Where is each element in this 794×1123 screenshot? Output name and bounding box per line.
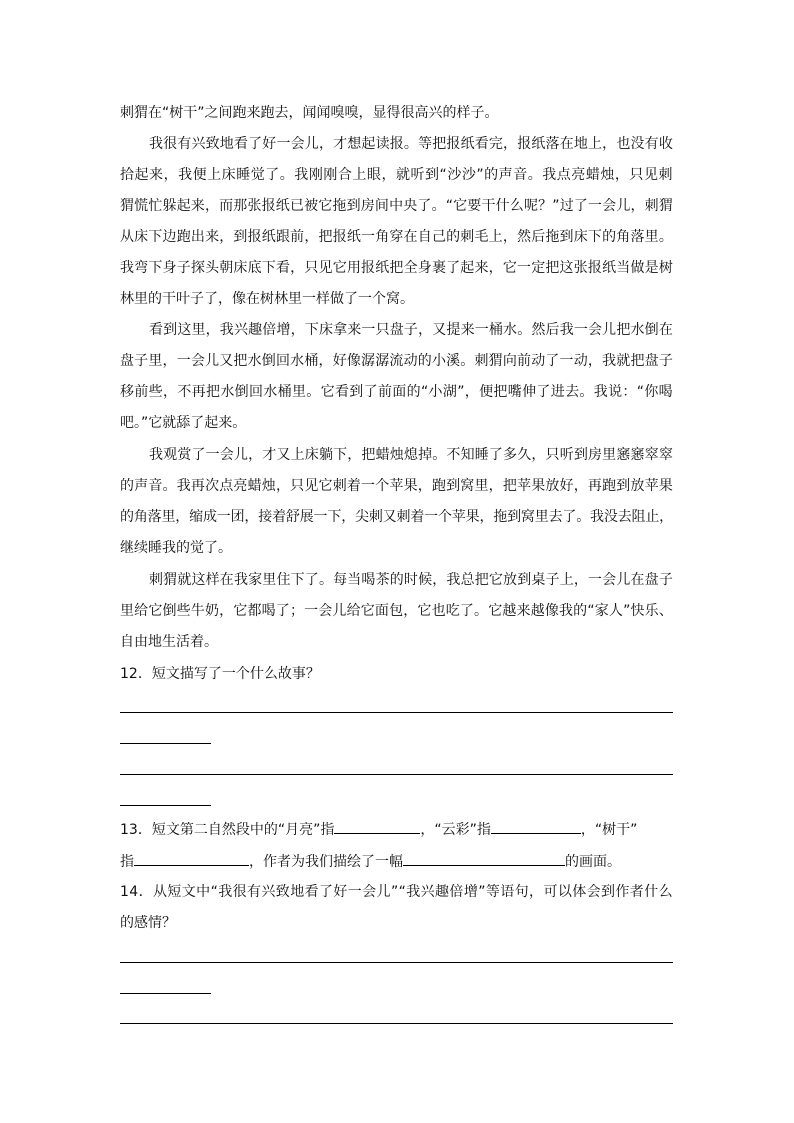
answer-line[interactable] <box>120 805 211 806</box>
question-12: 12．短文描写了一个什么故事？ <box>120 666 320 682</box>
passage-line: 我很有兴致地看了好一会儿，才想起读报。等把报纸看完，报纸落在地上，也没有收 <box>149 136 673 152</box>
answer-line[interactable] <box>120 993 211 994</box>
question-13-line2 <box>120 850 673 872</box>
blank-moon[interactable] <box>334 818 420 834</box>
passage-line: 看到这里，我兴趣倍增，下床拿来一只盘子，又提来一桶水。然后我一会儿把水倒在 <box>149 322 673 338</box>
blank-trunk[interactable] <box>134 850 249 866</box>
q13-text: ，作者为我们描绘了一幅 <box>249 854 403 870</box>
passage-line: 移前些，不再把水倒回水桶里。它看到了前面的“小湖”，便把嘴伸了进去。我说：“你喝 <box>120 384 673 400</box>
passage-line: 拾起来，我便上床睡觉了。我刚刚合上眼，就听到“沙沙”的声音。我点亮蜡烛，只见刺 <box>120 167 673 183</box>
answer-line[interactable] <box>120 712 673 713</box>
blank-cloud[interactable] <box>491 818 581 834</box>
passage-line: 从床下边跑出来，到报纸跟前，把报纸一角穿在自己的刺毛上，然后拖到床下的角落里。 <box>120 229 673 245</box>
q13-text: ，“云彩”指 <box>420 822 491 838</box>
question-14-line1: 14．从短文中“我很有兴致地看了好一会儿”“我兴趣倍增”等语句，可以体会到作者什么 <box>120 884 673 900</box>
passage-line: 继续睡我的觉了。 <box>120 540 232 556</box>
q13-text: 13．短文第二自然段中的“月亮”指 <box>120 822 335 838</box>
passage-line: 的角落里，缩成一团，接着舒展一下，尖刺又刺着一个苹果，拖到窝里去了。我没去阻止， <box>120 509 673 525</box>
passage-line: 里给它倒些牛奶，它都喝了；一会儿给它面包，它也吃了。它越来越像我的“家人”快乐、 <box>120 603 673 619</box>
answer-line[interactable] <box>120 962 673 963</box>
answer-line[interactable] <box>120 1023 673 1024</box>
passage-line: 林里的干叶子了，像在树林里一样做了一个窝。 <box>120 291 414 307</box>
passage-line: 猬慌忙躲起来，而那张报纸已被它拖到房间中央了。“它要干什么呢？”过了一会儿，刺猬 <box>120 198 673 214</box>
q13-text: 的画面。 <box>565 854 621 870</box>
blank-picture[interactable] <box>403 850 565 866</box>
q13-text: ，“树干” <box>580 822 638 838</box>
passage-line: 刺猬在“树干”之间跑来跑去，闻闻嗅嗅，显得很高兴的样子。 <box>120 105 499 121</box>
passage-line: 我观赏了一会儿，才又上床躺下，把蜡烛熄掉。不知睡了多久，只听到房里窸窸窣窣 <box>149 447 673 463</box>
passage-line: 自由地生活着。 <box>120 634 218 650</box>
answer-line[interactable] <box>120 774 673 775</box>
passage-line: 我弯下身子探头朝床底下看，只见它用报纸把全身裹了起来，它一定把这张报纸当做是树 <box>120 260 673 276</box>
question-13-line1 <box>120 818 673 840</box>
question-14-line2: 的感情？ <box>120 915 176 931</box>
passage-line: 吧。”它就舔了起来。 <box>120 415 247 431</box>
passage-line: 的声音。我再次点亮蜡烛，只见它刺着一个苹果，跑到窝里，把苹果放好，再跑到放苹果 <box>120 478 673 494</box>
passage-line: 盘子里，一会儿又把水倒回水桶，好像潺潺流动的小溪。刺猬向前动了一动，我就把盘子 <box>120 353 673 369</box>
answer-line[interactable] <box>120 743 211 744</box>
q13-text: 指 <box>120 854 134 870</box>
passage-line: 刺猬就这样在我家里住下了。每当喝茶的时候，我总把它放到桌子上，一会儿在盘子 <box>149 572 673 588</box>
